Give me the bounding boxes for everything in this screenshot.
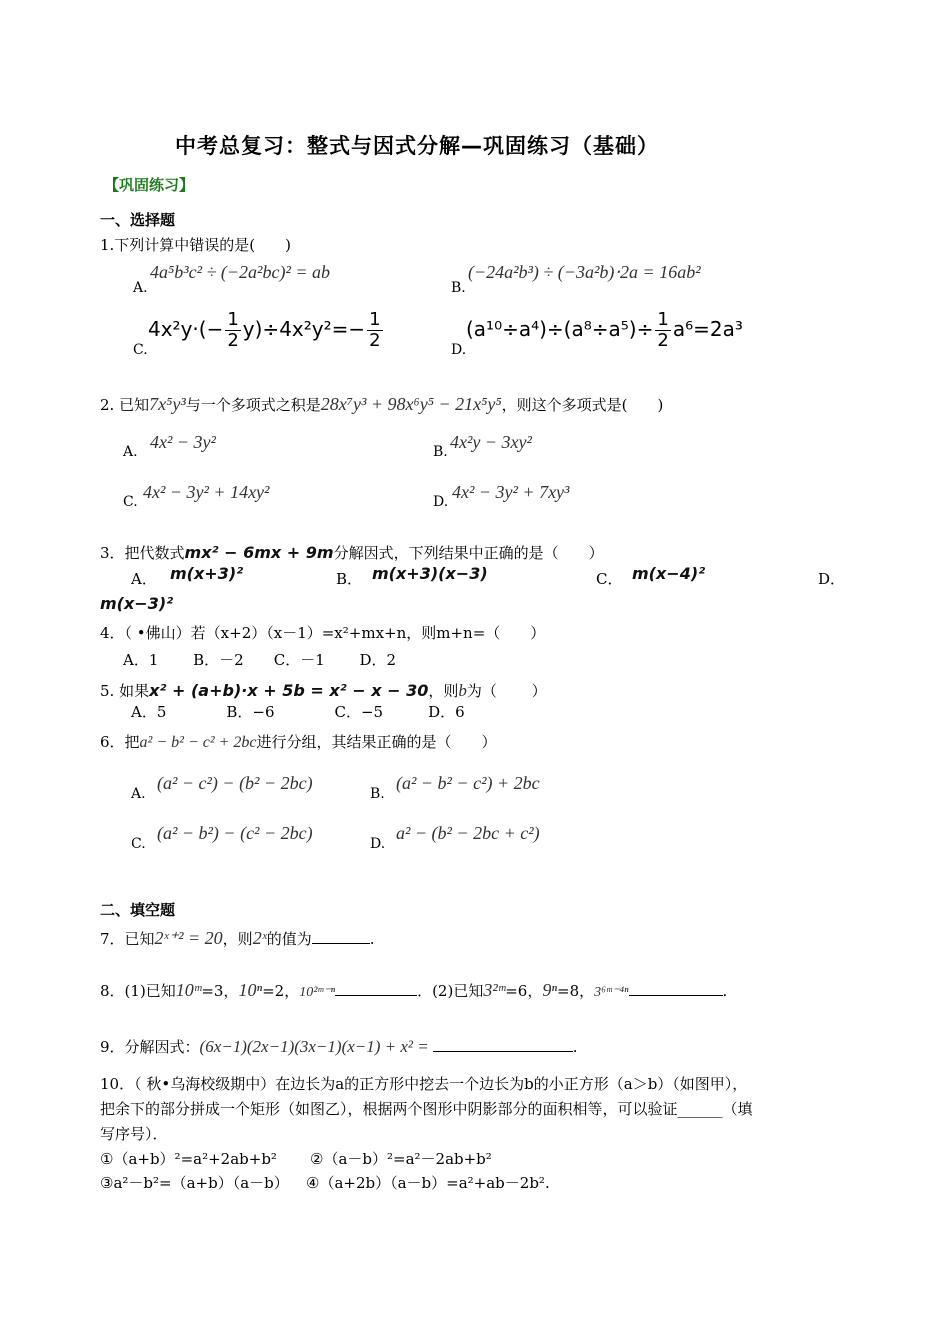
q10-line-3: 写序号）． [100,1125,168,1143]
q6-c-label: C. [131,836,146,852]
q1-c-mid: y)÷4x²y²=− [242,317,366,341]
q8-expr-1: 10ᵐ [175,980,202,1000]
q9-expr: (6x−1)(2x−1)(3x−1)(x−1) + x² = [199,1037,429,1056]
q6-b-label: B. [370,786,385,802]
q3-b-label: B． [336,570,363,588]
q6-c-expr: (a² − b²) − (c² − 2bc) [157,823,313,843]
q8-expr-6: 3⁶ᵐ⁻⁴ⁿ [594,985,629,1000]
section-tag: 【巩固练习】 [104,176,195,194]
q2-a-expr: 4x² − 3y² [150,432,216,452]
q7-stem: 7．已知2ˣ⁺² = 20，则2ˣ的值为 . [100,928,375,948]
q9-answer-blank[interactable] [433,1051,573,1052]
q1-c-fraction-1: $\frac{1}{2}$ [227,309,239,351]
q3-stem: 3．把代数式mx² − 6mx + 9m分解因式，下列结果中正确的是（ ） [100,543,604,562]
q5-options: A．5 B．−6 C．−5 D．6 [131,703,465,721]
q3-a-expr: m(x+3)² [170,564,244,583]
q2-c-expr: 4x² − 3y² + 14xy² [143,482,270,502]
page-title: 中考总复习：整式与因式分解—巩固练习（基础） [175,134,659,158]
q1-stem: 1.下列计算中错误的是( ) [100,236,292,254]
q3-d-label: D． [818,570,846,588]
q1-d-fraction: $\frac{1}{2}$ [657,309,669,351]
q6-a-label: A. [131,786,146,802]
q10-line-2: 把余下的部分拼成一个矩形（如图乙），根据两个图形中阴影部分的面积相等，可以验证______（填 [100,1100,753,1118]
q3-b-expr: m(x+3)(x−3) [372,564,488,583]
q1-c-expr [148,310,385,351]
q1-a-expr: 4a⁵b³c² ÷ (−2a²bc)² = ab [150,262,330,282]
q9-stem: 9．分解因式：(6x−1)(2x−1)(3x−1)(x−1) + x² = . [100,1037,578,1056]
section-heading-choice: 一、选择题 [100,211,176,229]
q10-option-1: ①（a+b）²=a²+2ab+b² [100,1150,277,1168]
q1-d-expr [466,310,743,351]
q1-c-fraction-2: $\frac{1}{2}$ [369,309,381,351]
q6-expr: a² − b² − c² + 2bc [139,734,257,751]
q2-c-label: C. [123,494,138,510]
q6-b-expr: (a² − b² − c²) + 2bc [396,773,540,793]
q10-option-3: ③a²－b²=（a+b）（a－b） [100,1174,289,1192]
q1-d-left: (a¹⁰÷a⁴)÷(a⁸÷a⁵)÷ [466,317,654,341]
q1-d-right: a⁶=2a³ [672,317,743,341]
q2-product: 28x⁷y³ + 98x⁶y⁵ − 21x⁵y⁵ [320,394,502,414]
q7-answer-blank[interactable] [312,943,370,944]
q2-b-label: B. [433,444,448,460]
q2-stem: 2. 已知7x⁵y³与一个多项式之积是28x⁷y³ + 98x⁶y⁵ − 21x⁵y⁵，则这个多项式是( ) [100,394,664,414]
q3-d-expr: m(x−3)² [100,594,174,613]
q3-a-label: A． [131,570,157,588]
q2-b-expr: 4x²y − 3xy² [450,432,532,452]
q6-stem: 6．把a² − b² − c² + 2bc进行分组，其结果正确的是（ ） [100,733,497,751]
q3-expr: mx² − 6mx + 9m [184,543,334,562]
q1-c-left: 4x²y·(− [148,317,224,341]
q6-a-expr: (a² − c²) − (b² − 2bc) [157,773,313,793]
q2-d-label: D. [433,494,449,510]
q3-c-label: C． [596,570,623,588]
q2-a-label: A. [123,444,138,460]
q6-d-expr: a² − (b² − 2bc + c²) [396,823,540,843]
q8-expr-2: 10ⁿ [238,980,263,1000]
q8-answer-blank-2[interactable] [629,995,723,996]
q8-expr-5: 9ⁿ [542,980,558,1000]
q8-stem: 8．(1)已知10ᵐ=3，10ⁿ=2，10²ᵐ⁻ⁿ ．(2)已知3²ᵐ=6，9ⁿ=8，3⁶ᵐ⁻⁴ⁿ . [100,980,728,1000]
q5-expr: x² + (a+b)·x + 5b = x² − x − 30 [149,681,429,700]
q2-monomial: 7x⁵y³ [149,394,186,414]
q1-b-label: B. [451,280,466,296]
q8-answer-blank-1[interactable] [335,995,417,996]
q6-d-label: D. [370,836,386,852]
q5-var: b [458,681,467,700]
q10-line-1: 10．（ 秋•乌海校级期中）在边长为a的正方形中挖去一个边长为b的小正方形（a＞b）（如图甲）， [100,1075,748,1093]
q1-d-label: D. [451,342,467,358]
q3-c-expr: m(x−4)² [632,564,706,583]
q10-option-4: ④（a+2b）（a－b）=a²+ab－2b². [306,1174,550,1192]
q5-stem: 5. 如果x² + (a+b)·x + 5b = x² − x − 30，则b为（ ） [100,681,547,700]
q8-expr-4: 3²ᵐ [483,980,506,1000]
q1-a-label: A. [133,280,148,296]
q1-b-expr: (−24a²b³) ÷ (−3a²b)⋅2a = 16ab² [468,262,701,282]
section-heading-fill: 二、填空题 [100,901,176,919]
q2-d-expr: 4x² − 3y² + 7xy³ [452,482,570,502]
q4-options: A．1 B．－2 C．－1 D．2 [123,651,397,669]
q1-c-label: C. [133,342,148,358]
q7-expr-1: 2ˣ⁺² = 20 [154,928,223,948]
q4-stem: 4．（ •佛山）若（x+2）（x－1）=x²+mx+n，则m+n=（ ） [100,624,546,642]
q10-option-2: ②（a－b）²=a²－2ab+b² [310,1150,492,1168]
q7-expr-2: 2ˣ [252,928,267,948]
q8-expr-3: 10²ᵐ⁻ⁿ [299,985,336,1000]
